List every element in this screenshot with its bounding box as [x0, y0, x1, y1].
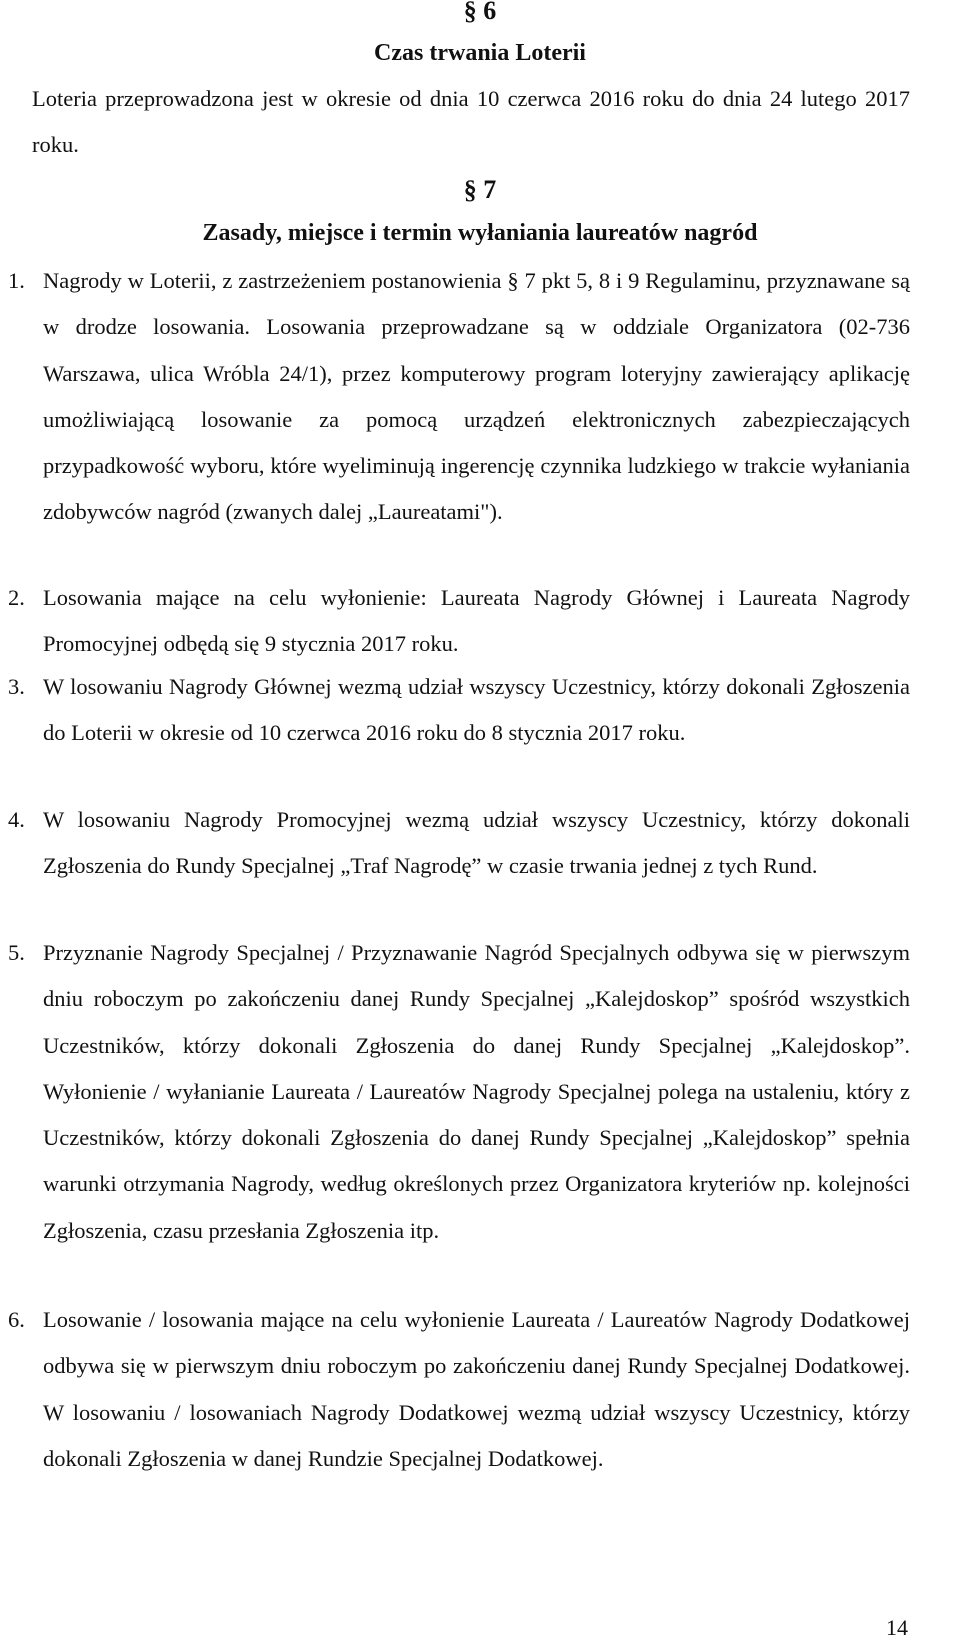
list-item-number: 4.	[8, 807, 25, 832]
list-item-2	[0, 575, 910, 668]
section-6-title: Czas trwania Loterii	[374, 40, 586, 66]
section-6-number: § 6	[463, 0, 497, 25]
list-item-text: Nagrody w Loterii, z zastrzeżeniem postanowienia § 7 pkt 5, 8 i 9 Regulaminu, przyznawane są w drodze losowania. Losowania przeprowadzane są w oddziale Organizatora (02-736 Warszawa, ulica Wróbla 24/1), przez komputerowy program loteryjny zawierający aplikację umożliwiającą losowanie za pomocą urządzeń elektronicznych zabezpieczających przypadkowość wyboru, które wyeliminują ingerencję czynnika ludzkiego w trakcie wyłaniania zdobywców nagród (zwanych dalej „Laureatami").	[43, 268, 910, 525]
section-6-text: Loteria przeprowadzona jest w okresie od dnia 10 czerwca 2016 roku do dnia 24 lutego 2017 roku.	[32, 86, 910, 158]
list-item-number: 6.	[8, 1307, 25, 1332]
list-item-number: 1.	[8, 268, 25, 293]
section-7-title: Zasady, miejsce i termin wyłaniania laureatów nagród	[202, 220, 758, 246]
list-item-3	[0, 664, 910, 757]
list-item-number: 5.	[8, 940, 25, 965]
list-item-text: Przyznanie Nagrody Specjalnej / Przyznawanie Nagród Specjalnych odbywa się w pierwszym dniu roboczym po zakończeniu danej Rundy Specjalnej „Kalejdoskop” spośród wszystkich Uczestników, którzy dokonali Zgłoszenia do danej Rundy Specjalnej „Kalejdoskop”. Wyłonienie / wyłanianie Laureata / Laureatów Nagrody Specjalnej polega na ustaleniu, który z Uczestników, którzy dokonali Zgłoszenia do danej Rundy Specjalnej „Kalejdoskop” spełnia warunki otrzymania Nagrody, według określonych przez Organizatora kryteriów np. kolejności Zgłoszenia, czasu przesłania Zgłoszenia itp.	[43, 940, 910, 1243]
list-item-4	[0, 797, 910, 890]
page-number: 14	[886, 1615, 908, 1640]
section-7-number: § 7	[463, 175, 497, 204]
list-item-5	[0, 930, 910, 1254]
list-item-1	[0, 258, 910, 536]
list-item-number: 2.	[8, 585, 25, 610]
list-item-text: W losowaniu Nagrody Głównej wezmą udział wszyscy Uczestnicy, którzy dokonali Zgłoszenia do Loterii w okresie od 10 czerwca 2016 roku do 8 stycznia 2017 roku.	[43, 674, 910, 746]
list-item-text: Losowania mające na celu wyłonienie: Laureata Nagrody Głównej i Laureata Nagrody Promocyjnej odbędą się 9 stycznia 2017 roku.	[43, 585, 910, 657]
list-item-6	[0, 1297, 910, 1482]
list-item-text: Losowanie / losowania mające na celu wyłonienie Laureata / Laureatów Nagrody Dodatkowej odbywa się w pierwszym dniu roboczym po zakończeniu danej Rundy Specjalnej Dodatkowej. W losowaniu / losowaniach Nagrody Dodatkowej wezmą udział wszyscy Uczestnicy, którzy dokonali Zgłoszenia w danej Rundzie Specjalnej Dodatkowej.	[43, 1307, 910, 1471]
list-item-number: 3.	[8, 674, 25, 699]
list-item-text: W losowaniu Nagrody Promocyjnej wezmą udział wszyscy Uczestnicy, którzy dokonali Zgłoszenia do Rundy Specjalnej „Traf Nagrodę” w czasie trwania jednej z tych Rund.	[43, 807, 910, 879]
